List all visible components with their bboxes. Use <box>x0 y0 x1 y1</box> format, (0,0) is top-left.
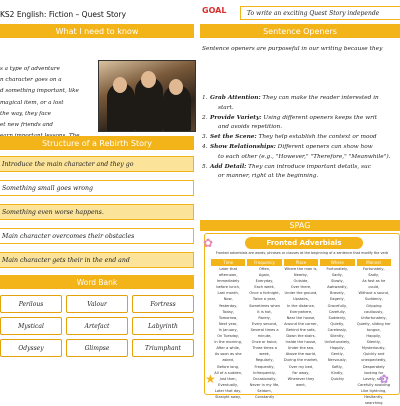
fa-item: Sadly, <box>368 273 380 278</box>
heading-text: Sentence Openers <box>263 26 337 36</box>
fa-column <box>211 266 245 406</box>
openers-list <box>202 94 400 182</box>
fa-item: Never in my life, <box>249 382 280 387</box>
fa-item: Suddenly, <box>364 297 383 302</box>
page-title <box>0 6 196 22</box>
fa-item: Wherever they went, <box>287 376 315 387</box>
fa-item: Later that day, <box>214 388 242 393</box>
fa-column <box>284 266 318 406</box>
fa-item: Infrequently, <box>253 370 277 375</box>
fa-item: Occasionally, <box>252 376 277 381</box>
fa-item: Near the house, <box>286 315 316 320</box>
fa-item: Everywhere, <box>289 309 313 314</box>
fa-item: Before long, <box>217 364 240 369</box>
fronted-adverbials-heading <box>245 237 363 249</box>
fa-item: Next year, <box>218 321 238 326</box>
fa-item: All of a sudden, <box>214 370 243 375</box>
opener-text: Show Relationships: Different openers can show how <box>210 143 373 150</box>
goal-text-box <box>240 6 400 20</box>
fa-item: Gripping cautiously, <box>364 303 384 314</box>
fa-item: Silently, <box>330 334 345 339</box>
face-shape <box>113 77 127 93</box>
heading-text: Structure of a Rebirth Story <box>41 138 153 148</box>
fa-item: Gently, <box>330 352 344 357</box>
opener-number: 4. <box>202 143 208 150</box>
fa-column-header: Where <box>320 259 354 266</box>
word-bank-heading <box>0 275 194 289</box>
opener-number <box>210 104 218 114</box>
fa-item: Again, <box>258 273 271 278</box>
fa-item: Where the man is, <box>284 267 318 271</box>
heading-text: What I need to know <box>55 26 139 36</box>
title-text: KS2 English: Fiction – Quest Story <box>0 9 127 19</box>
fa-item: Hesitantly, searching <box>364 394 384 406</box>
fa-item: Three times a week, <box>252 346 277 357</box>
fa-item: Straight away, <box>215 394 242 399</box>
fa-item: Every second, <box>251 321 278 326</box>
opener-bold: Show Relationships: <box>210 143 276 150</box>
fa-item: Now, <box>223 297 233 302</box>
fa-item: Eventually, <box>218 382 239 387</box>
heading-text: Fronted Adverbials <box>266 239 342 247</box>
fa-item: Frequently, <box>254 364 275 369</box>
opener-text: Grab Attention: They can make the reader interested in <box>210 95 379 101</box>
intro-line: magical item, or a lost <box>0 99 64 106</box>
structure-heading <box>0 136 194 150</box>
fronted-adverbials-panel <box>203 233 400 406</box>
structure-item <box>0 228 194 244</box>
opener-bold: Add Detail: <box>210 163 247 170</box>
intro-line: d something important, like <box>0 88 79 95</box>
word-bank-cell: Fortress <box>132 295 194 313</box>
fa-item: Once or twice, <box>251 340 278 345</box>
opener-item <box>202 163 400 173</box>
fa-item: Gracefully, <box>327 303 348 308</box>
fa-item: Regularly, <box>255 358 274 363</box>
opener-number: 1. <box>202 95 208 101</box>
fa-item: Over there, <box>290 285 312 290</box>
fa-item: Several times a minute, <box>250 327 279 339</box>
star-icon: ★ <box>205 372 216 386</box>
fa-item: Awkwardly, <box>327 285 348 290</box>
opener-item <box>202 143 400 153</box>
fa-item: Upstairs, <box>293 297 309 302</box>
opener-number: 5. <box>202 163 208 170</box>
opener-text: Provide Variety: Using different openers keeps the writ <box>210 114 378 121</box>
structure-item-text: Something small goes wrong <box>2 184 93 192</box>
fa-item: Softly, <box>331 364 344 369</box>
fa-item: Often, <box>259 267 271 271</box>
fa-item: Carefully avoiding <box>357 382 391 387</box>
opener-number <box>210 123 218 133</box>
fa-item: Twice a year, <box>252 297 277 302</box>
left-page <box>0 0 196 400</box>
opener-bold: Set the Scene: <box>210 134 257 141</box>
fa-item: Sometimes when it is hot, <box>249 303 281 314</box>
word-bank-cell: Odyssey <box>0 339 62 357</box>
heading-text: SPAG <box>289 221 311 230</box>
fa-item: Sadly, <box>331 273 343 278</box>
fa-item: Quietly, <box>330 321 345 326</box>
word-bank-cell: Perilous <box>0 295 62 313</box>
fronted-adverbials-table <box>211 259 391 406</box>
fa-item: In the distance, <box>287 303 315 308</box>
fa-item: Once a fortnight, <box>249 291 280 296</box>
fa-item: Seldom, <box>257 388 272 393</box>
fa-column-header: Frequency <box>247 259 281 266</box>
fa-item: Eagerly, <box>330 297 345 302</box>
openers-intro: Sentence openers are purposeful in our writing because they <box>202 46 383 52</box>
fa-item: Happily, <box>366 334 382 339</box>
opener-item <box>202 104 400 114</box>
structure-item-text: Main character overcomes their obstacles <box>2 232 135 240</box>
fa-item: Behind the sofa, <box>286 327 316 332</box>
opener-number <box>210 153 218 163</box>
fa-item: Just then, <box>219 376 237 381</box>
face-shape <box>141 71 156 88</box>
fa-item: Happily, <box>330 346 345 351</box>
opener-item <box>202 123 400 133</box>
fa-item: Immediately before lunch, <box>216 279 241 290</box>
fa-item: Everyday, <box>255 279 274 284</box>
fa-item: Nervously, <box>327 358 347 363</box>
fa-item: In January, <box>218 327 238 332</box>
opener-number: 3. <box>202 134 208 141</box>
opener-text: and avoids repetition. <box>218 124 283 131</box>
fa-item: Carefully, <box>328 309 346 314</box>
fa-item: Fortunately, <box>326 267 349 271</box>
word-bank-cell: Artefact <box>66 317 128 335</box>
fa-item: Without a sound, <box>358 291 390 296</box>
word-bank-cell: Mystical <box>0 317 62 335</box>
opener-text: Set the Scene: They help establish the context or mood <box>210 134 377 141</box>
fa-item: In the morning, <box>214 340 242 345</box>
fronted-adverbials-subtitle: Fronted adverbials are words, phrases or clauses at the beginning of a sentence that modify the verb <box>215 251 389 255</box>
word-bank-cell: Glimpse <box>66 339 128 357</box>
need-to-know-heading <box>0 24 194 38</box>
structure-item <box>0 156 194 172</box>
word-bank-grid <box>0 295 194 357</box>
fa-item: Kindly, <box>331 370 344 375</box>
intro-line: n character goes on a <box>0 77 62 84</box>
fa-item: Later that afternoon, <box>218 267 238 278</box>
fa-item: Slowly, <box>331 279 344 284</box>
structure-item-text: Introduce the main character and they go <box>2 160 134 168</box>
structure-item-text: Something even worse happens. <box>2 208 104 216</box>
opener-text: Add Detail: They can introduce important details, suc <box>210 163 372 170</box>
story-photo <box>98 60 196 132</box>
right-page <box>200 0 400 406</box>
word-bank-cell: Labyrinth <box>132 317 194 335</box>
opener-text: or manner, right at the beginning. <box>218 173 319 180</box>
openers-heading <box>200 24 400 38</box>
opener-bold: Grab Attention: <box>210 95 261 101</box>
fa-item: Like lightning, <box>361 388 387 393</box>
structure-item <box>0 252 194 268</box>
fa-item: Quickly <box>330 376 345 381</box>
face-shape <box>169 79 183 95</box>
fa-item: Outside, <box>293 279 309 284</box>
fa-item: Quickly and unexpectedly, <box>361 352 387 363</box>
structure-item <box>0 204 194 220</box>
fa-column-header: Time <box>211 259 245 266</box>
fa-column <box>320 266 354 406</box>
fa-item: Today, <box>222 309 234 314</box>
fa-item: During the market, <box>283 358 319 363</box>
goal-logo: GOAL <box>202 6 227 15</box>
intro-line: the way, they face <box>0 110 51 117</box>
fa-item: Far away, <box>292 370 310 375</box>
fa-item: Unfortunately, <box>360 315 387 320</box>
fa-item: Unfortunately, <box>324 340 351 345</box>
structure-item <box>0 180 194 196</box>
fa-item: Mysteriously, <box>361 346 386 351</box>
opener-number: 2. <box>202 114 208 121</box>
fa-item: Around the corner, <box>284 321 318 326</box>
fa-item: Nearby, <box>293 273 309 278</box>
goal-text: To write an exciting Quest Story independe <box>247 9 380 17</box>
spag-heading <box>200 220 400 231</box>
word-bank-cell: Valour <box>66 295 128 313</box>
fa-column-header: Manner <box>357 259 391 266</box>
fa-item: Each week, <box>254 285 275 290</box>
fa-item: Constantly <box>254 394 275 399</box>
fa-item: After a while, <box>216 346 241 351</box>
intro-line: et new friends and <box>0 122 54 129</box>
fa-item: Suddenly, <box>328 315 347 320</box>
fa-item: On Tuesday, <box>217 334 240 339</box>
fa-item: Rarely, <box>258 315 271 320</box>
fa-item: Under the sea, <box>287 346 315 351</box>
fa-item: Quietly, sliding her tongue, <box>356 321 391 332</box>
flower-icon: ✿ <box>203 236 214 250</box>
structure-item-text: Main character gets their in the end and <box>2 256 130 264</box>
fa-item: Silently, <box>366 340 382 345</box>
intro-line: s a type of adventure <box>0 66 60 72</box>
fa-item: Inside the house, <box>285 340 317 345</box>
fa-item: Carelessly, <box>327 327 348 332</box>
fa-column <box>247 266 281 406</box>
fa-column-header: Place <box>284 259 318 266</box>
fa-item: Tomorrow, <box>218 315 238 320</box>
fa-item: Yesterday, <box>218 303 238 308</box>
fa-item: Fortunately, <box>362 267 385 271</box>
flower-icon: ✿ <box>379 372 390 386</box>
fa-item: Bravely, <box>330 291 345 296</box>
opener-number <box>210 172 218 182</box>
opener-text: to each other (e.g., "However," "Therefore," "Meanwhile"). <box>218 153 391 160</box>
opener-item <box>202 172 400 182</box>
opener-item <box>202 94 400 104</box>
opener-bold: Provide Variety: <box>210 114 262 121</box>
fa-item: Lovely, said <box>363 376 385 381</box>
opener-item <box>202 153 400 163</box>
heading-text: Word Bank <box>76 277 118 287</box>
fa-item: As soon as she asked, <box>214 352 242 363</box>
fa-item: Under the ground, <box>284 291 318 296</box>
opener-text: start. <box>218 104 234 111</box>
fa-item: Last month, <box>217 291 239 296</box>
fa-item: Down the stairs, <box>286 334 316 339</box>
opener-item <box>202 133 400 143</box>
fa-item: Over my bed, <box>288 364 314 369</box>
fa-item: Above the world, <box>285 352 317 357</box>
fa-item: Desperately looking for <box>362 364 385 375</box>
fa-item: As fast as he could, <box>362 279 386 290</box>
word-bank-cell: Triumphant <box>132 339 194 357</box>
opener-item <box>202 114 400 124</box>
